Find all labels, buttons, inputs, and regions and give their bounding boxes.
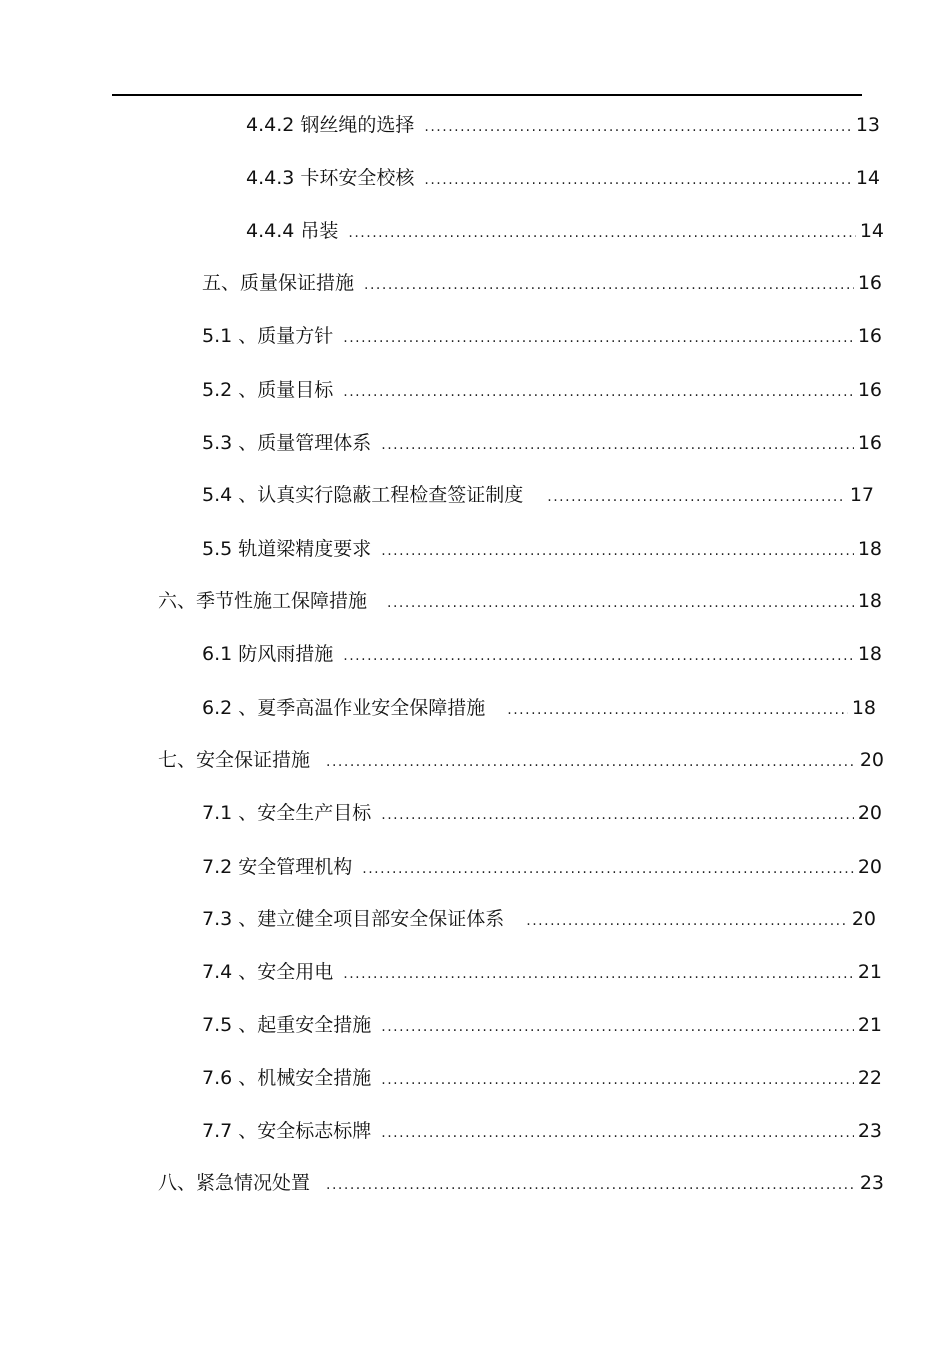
toc-entry[interactable] (158, 748, 884, 772)
toc-entry-page: 23 (859, 1172, 884, 1194)
toc-entry[interactable] (202, 378, 882, 402)
toc-entry[interactable] (246, 113, 880, 137)
toc-dot-leader (364, 273, 854, 297)
toc-entry-page: 21 (857, 961, 882, 983)
toc-dot-leader (343, 962, 854, 986)
toc-entry-page: 14 (855, 167, 880, 189)
toc-entry[interactable] (158, 1171, 884, 1195)
toc-entry-title: 5.1 、质量方针 (202, 325, 334, 347)
toc-entry-title: 7.4 、安全用电 (202, 961, 334, 983)
toc-entry-title: 八、紧急情况处置 (158, 1172, 311, 1194)
toc-entry-title: 6.2 、夏季高温作业安全保障措施 (202, 697, 486, 719)
toc-entry[interactable] (246, 219, 884, 243)
toc-entry-page: 20 (859, 749, 884, 771)
toc-entry-title: 4.4.4 吊装 (246, 220, 339, 242)
toc-dot-leader (343, 644, 854, 668)
toc-entry[interactable] (202, 642, 882, 666)
toc-dot-leader (381, 1121, 854, 1145)
toc-dot-leader (326, 750, 856, 774)
toc-entry-title: 6.1 防风雨措施 (202, 643, 334, 665)
toc-entry-title: 7.5 、起重安全措施 (202, 1014, 372, 1036)
toc-entry-title: 7.2 安全管理机构 (202, 856, 353, 878)
toc-entry[interactable] (202, 855, 882, 879)
toc-entry[interactable] (202, 801, 882, 825)
toc-entry-title: 5.3 、质量管理体系 (202, 432, 372, 454)
toc-dot-leader (381, 433, 854, 457)
toc-entry-title: 7.6 、机械安全措施 (202, 1067, 372, 1089)
toc-dot-leader (424, 115, 851, 139)
toc-entry-title: 7.1 、安全生产目标 (202, 802, 372, 824)
toc-entry-page: 17 (849, 484, 874, 506)
toc-entry-page: 20 (857, 856, 882, 878)
toc-entry-page: 20 (857, 802, 882, 824)
toc-entry-title: 七、安全保证措施 (158, 749, 311, 771)
toc-entry-title: 5.5 轨道梁精度要求 (202, 538, 372, 560)
toc-entry-page: 16 (857, 272, 882, 294)
toc-entry-page: 18 (857, 643, 882, 665)
toc-entry-title: 5.4 、认真实行隐蔽工程检查签证制度 (202, 484, 524, 506)
toc-dot-leader (387, 591, 854, 615)
toc-entry[interactable] (202, 1119, 882, 1143)
toc-dot-leader (326, 1173, 856, 1197)
toc-entry[interactable] (246, 166, 880, 190)
toc-entry-page: 18 (857, 590, 882, 612)
toc-entry-page: 16 (857, 379, 882, 401)
toc-dot-leader (381, 803, 854, 827)
toc-entry-page: 21 (857, 1014, 882, 1036)
toc-entry-title: 4.4.3 卡环安全校核 (246, 167, 415, 189)
toc-entry[interactable] (202, 696, 876, 720)
toc-dot-leader (507, 698, 848, 722)
toc-entry-page: 16 (857, 325, 882, 347)
toc-entry-page: 22 (857, 1067, 882, 1089)
toc-entry[interactable] (202, 483, 874, 507)
toc-entry-page: 16 (857, 432, 882, 454)
toc-entry-page: 18 (851, 697, 876, 719)
toc-entry-title: 7.3 、建立健全项目部安全保证体系 (202, 908, 505, 930)
toc-entry-title: 7.7 、安全标志标牌 (202, 1120, 372, 1142)
toc-dot-leader (348, 221, 855, 245)
toc-dot-leader (547, 485, 846, 509)
toc-entry-title: 五、质量保证措施 (202, 272, 355, 294)
toc-dot-leader (343, 380, 854, 404)
toc-entry[interactable] (202, 431, 882, 455)
toc-entry[interactable] (202, 960, 882, 984)
toc-entry-title: 六、季节性施工保障措施 (158, 590, 368, 612)
toc-entry[interactable] (202, 271, 882, 295)
toc-dot-leader (526, 909, 848, 933)
toc-entry-page: 23 (857, 1120, 882, 1142)
toc-entry[interactable] (202, 1066, 882, 1090)
toc-dot-leader (381, 1068, 854, 1092)
toc-dot-leader (424, 168, 851, 192)
toc-entry-page: 13 (855, 114, 880, 136)
toc-dot-leader (362, 857, 854, 881)
toc-entry[interactable] (202, 907, 876, 931)
toc-entry[interactable] (202, 537, 882, 561)
toc-entry[interactable] (202, 1013, 882, 1037)
toc-entry[interactable] (202, 324, 882, 348)
toc-dot-leader (381, 1015, 854, 1039)
toc-entry-page: 18 (857, 538, 882, 560)
toc-dot-leader (381, 539, 854, 563)
toc-dot-leader (343, 326, 854, 350)
toc-entry-title: 5.2 、质量目标 (202, 379, 334, 401)
toc-entry-title: 4.4.2 钢丝绳的选择 (246, 114, 415, 136)
toc-entry-page: 14 (859, 220, 884, 242)
toc-entry[interactable] (158, 589, 882, 613)
toc-entry-page: 20 (851, 908, 876, 930)
